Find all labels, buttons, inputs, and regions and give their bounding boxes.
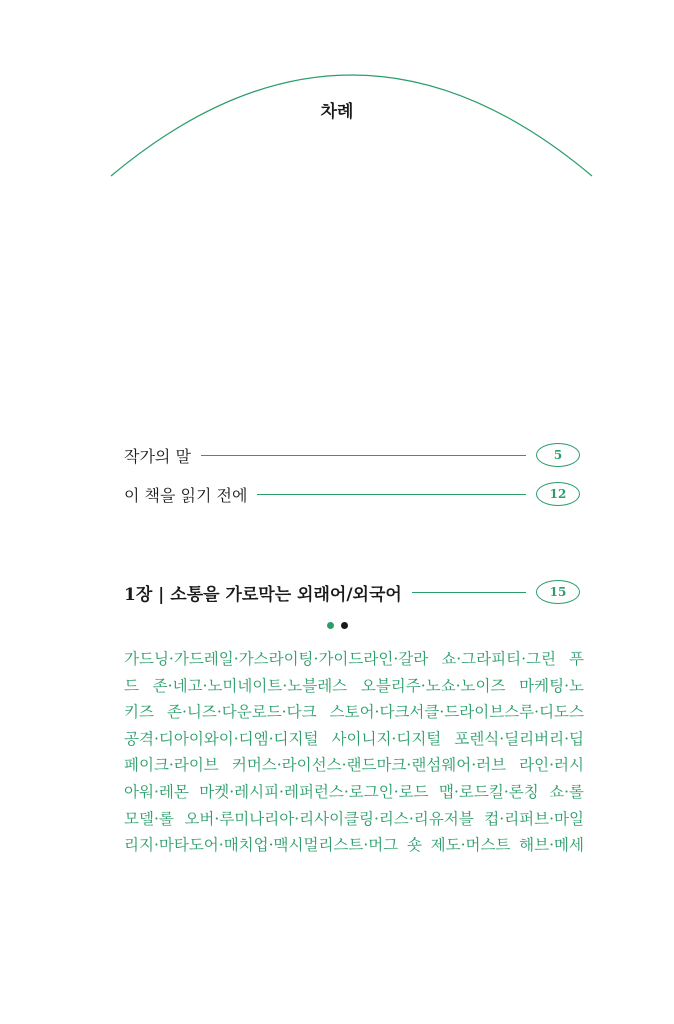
black-dot-icon [341, 622, 348, 629]
green-dot-icon [327, 622, 334, 629]
keyword-line: 페이크·라이브 커머스·라이선스·랜드마크·랜섬웨어·러브 라인·러시 [124, 756, 584, 775]
toc-entry-label: 이 책을 읽기 전에 [124, 485, 248, 505]
toc-entry-author-note[interactable] [124, 441, 580, 469]
keyword-line: 공격·디아이와이·디엠·디지털 사이니지·디지털 포렌식·딜리버리·딥 [124, 729, 584, 748]
leader-line [257, 494, 526, 495]
leader-line [412, 592, 526, 593]
toc-title: 차례 [320, 102, 354, 122]
keyword-line: 아워·레몬 마켓·레시피·레퍼런스·로그인·로드 맵·로드킬·론칭 쇼·롤 [124, 782, 584, 801]
page-number-badge: 15 [536, 580, 580, 604]
leader-line [201, 455, 526, 456]
chapter-keyword-list [124, 646, 584, 859]
toc-chapter-1[interactable] [124, 578, 580, 606]
page-number-badge: 5 [536, 443, 580, 467]
chapter-title: 1장 | 소통을 가로막는 외래어/외국어 [124, 584, 402, 605]
keyword-line: 가드닝·가드레일·가스라이팅·가이드라인·갈라 쇼·그라피티·그린 푸 [124, 650, 584, 668]
page-number-badge: 12 [536, 482, 580, 506]
keyword-line: 모델·롤 오버·루미나리아·리사이클링·리스·리유저블 컵·리퍼브·마일 [124, 809, 584, 828]
keyword-line: 리지·마타도어·매치업·맥시멀리스트·머그 숏 제도·머스트 해브·메세 [124, 836, 584, 855]
section-divider-dots [0, 622, 674, 629]
keyword-line: 드 존·네고·노미네이트·노블레스 오블리주·노쇼·노이즈 마케팅·노 [124, 676, 584, 695]
toc-entry-before-reading[interactable] [124, 480, 580, 508]
toc-entry-label: 작가의 말 [124, 446, 191, 466]
keyword-line: 키즈 존·니즈·다운로드·다크 스토어·다크서클·드라이브스루·디도스 [124, 703, 584, 722]
